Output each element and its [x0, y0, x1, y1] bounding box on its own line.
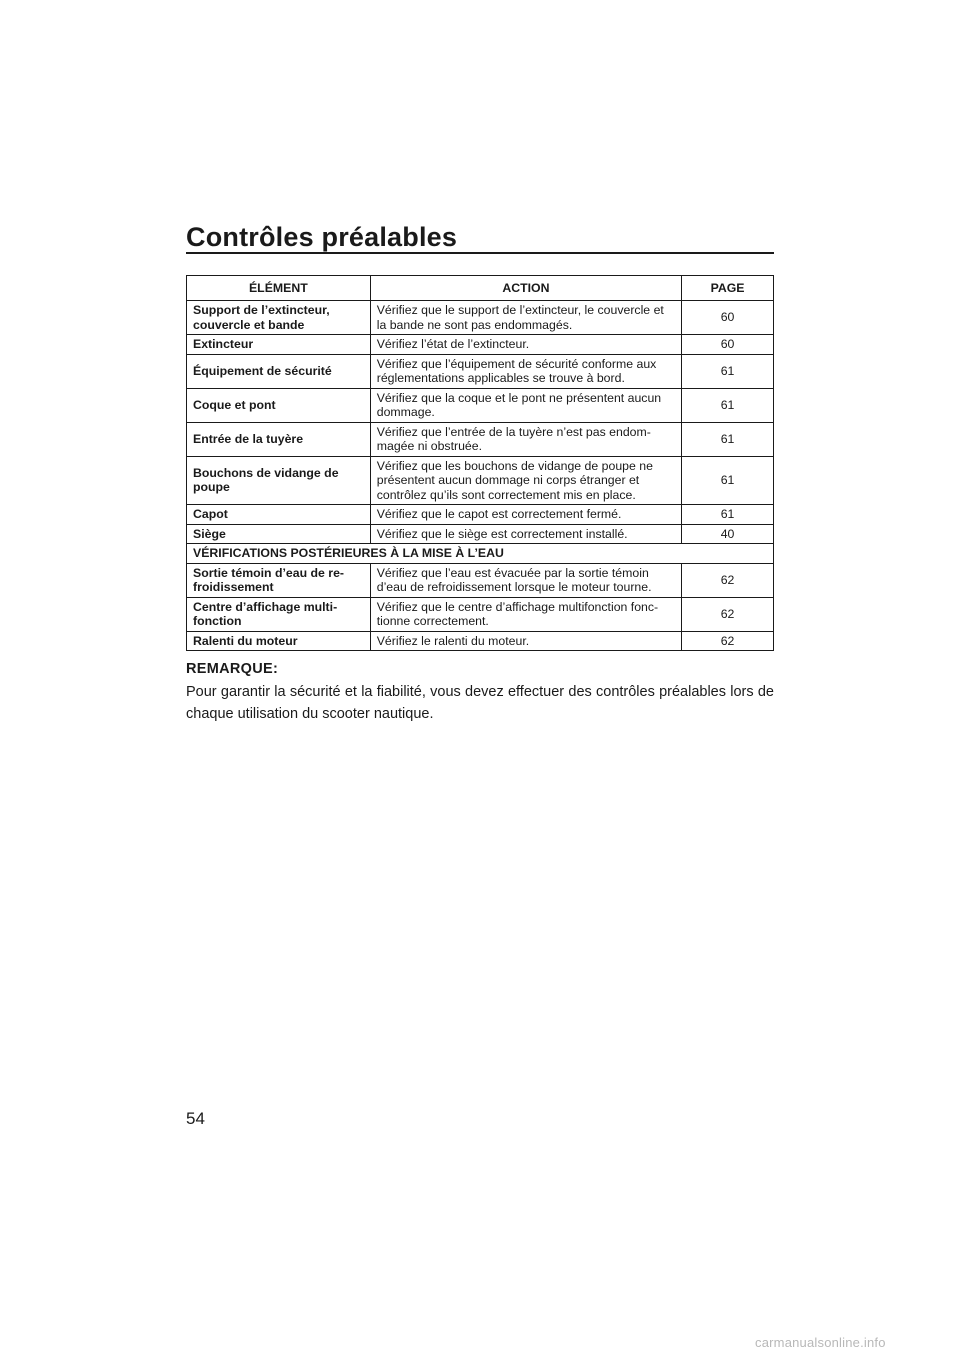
row-element: Centre d’affichage multi-fonction: [187, 597, 371, 631]
row-page: 61: [682, 456, 774, 505]
checks-table: [186, 275, 774, 651]
row-element: Entrée de la tuyère: [187, 422, 371, 456]
row-action: Vérifiez que le support de l’extincteur, le couvercle et la bande ne sont pas endommagés.: [370, 301, 681, 335]
row-action: Vérifiez que le centre d’affichage multifonction fonc-tionne correctement.: [370, 597, 681, 631]
table-row: [187, 335, 774, 355]
row-element: Bouchons de vidange de poupe: [187, 456, 371, 505]
column-header-page: PAGE: [682, 276, 774, 301]
table-row: [187, 456, 774, 505]
row-page: 60: [682, 301, 774, 335]
row-element: Équipement de sécurité: [187, 354, 371, 388]
row-element: Extincteur: [187, 335, 371, 355]
row-element: Ralenti du moteur: [187, 631, 371, 651]
row-element: Support de l’extincteur, couvercle et bande: [187, 301, 371, 335]
table-row: [187, 563, 774, 597]
row-element: Capot: [187, 505, 371, 525]
table-row: [187, 631, 774, 651]
table-row: [187, 597, 774, 631]
table-row: [187, 354, 774, 388]
table-row: [187, 301, 774, 335]
row-action: Vérifiez que l’équipement de sécurité conforme aux réglementations applicables se trouve à bord.: [370, 354, 681, 388]
row-page: 40: [682, 524, 774, 544]
section-heading: VÉRIFICATIONS POSTÉRIEURES À LA MISE À L’EAU: [187, 544, 774, 564]
table-row: [187, 388, 774, 422]
row-action: Vérifiez que la coque et le pont ne présentent aucun dommage.: [370, 388, 681, 422]
row-page: 62: [682, 631, 774, 651]
row-action: Vérifiez que le siège est correctement installé.: [370, 524, 681, 544]
page-title: Contrôles préalables: [186, 222, 458, 252]
row-page: 61: [682, 505, 774, 525]
table-row: [187, 505, 774, 525]
row-element: Coque et pont: [187, 388, 371, 422]
row-page: 61: [682, 422, 774, 456]
remark-body: Pour garantir la sécurité et la fiabilité, vous devez effectuer des contrôles préalables lors de chaque utilisation du scooter nautique.: [186, 684, 774, 722]
row-page: 61: [682, 354, 774, 388]
title-rule: [186, 252, 774, 254]
row-action: Vérifiez le ralenti du moteur.: [370, 631, 681, 651]
watermark: carmanualsonline.info: [755, 1335, 886, 1350]
row-action: Vérifiez l’état de l’extincteur.: [370, 335, 681, 355]
row-action: Vérifiez que le capot est correctement fermé.: [370, 505, 681, 525]
row-element: Siège: [187, 524, 371, 544]
row-action: Vérifiez que l’entrée de la tuyère n’est pas endom-magée ni obstruée.: [370, 422, 681, 456]
table-section-row: [187, 544, 774, 564]
row-action: Vérifiez que l’eau est évacuée par la sortie témoin d’eau de refroidissement lorsque le moteur tourne.: [370, 563, 681, 597]
remark-title: REMARQUE:: [186, 661, 279, 677]
row-action: Vérifiez que les bouchons de vidange de poupe ne présentent aucun dommage ni corps étranger et contrôlez qu’ils sont correctement mis en place.: [370, 456, 681, 505]
column-header-action: ACTION: [370, 276, 681, 301]
row-element: Sortie témoin d’eau de re-froidissement: [187, 563, 371, 597]
row-page: 62: [682, 597, 774, 631]
row-page: 60: [682, 335, 774, 355]
table-row: [187, 524, 774, 544]
page-number: 54: [186, 1109, 205, 1128]
table-header-row: [187, 276, 774, 301]
row-page: 61: [682, 388, 774, 422]
row-page: 62: [682, 563, 774, 597]
table-row: [187, 422, 774, 456]
column-header-element: ÉLÉMENT: [187, 276, 371, 301]
